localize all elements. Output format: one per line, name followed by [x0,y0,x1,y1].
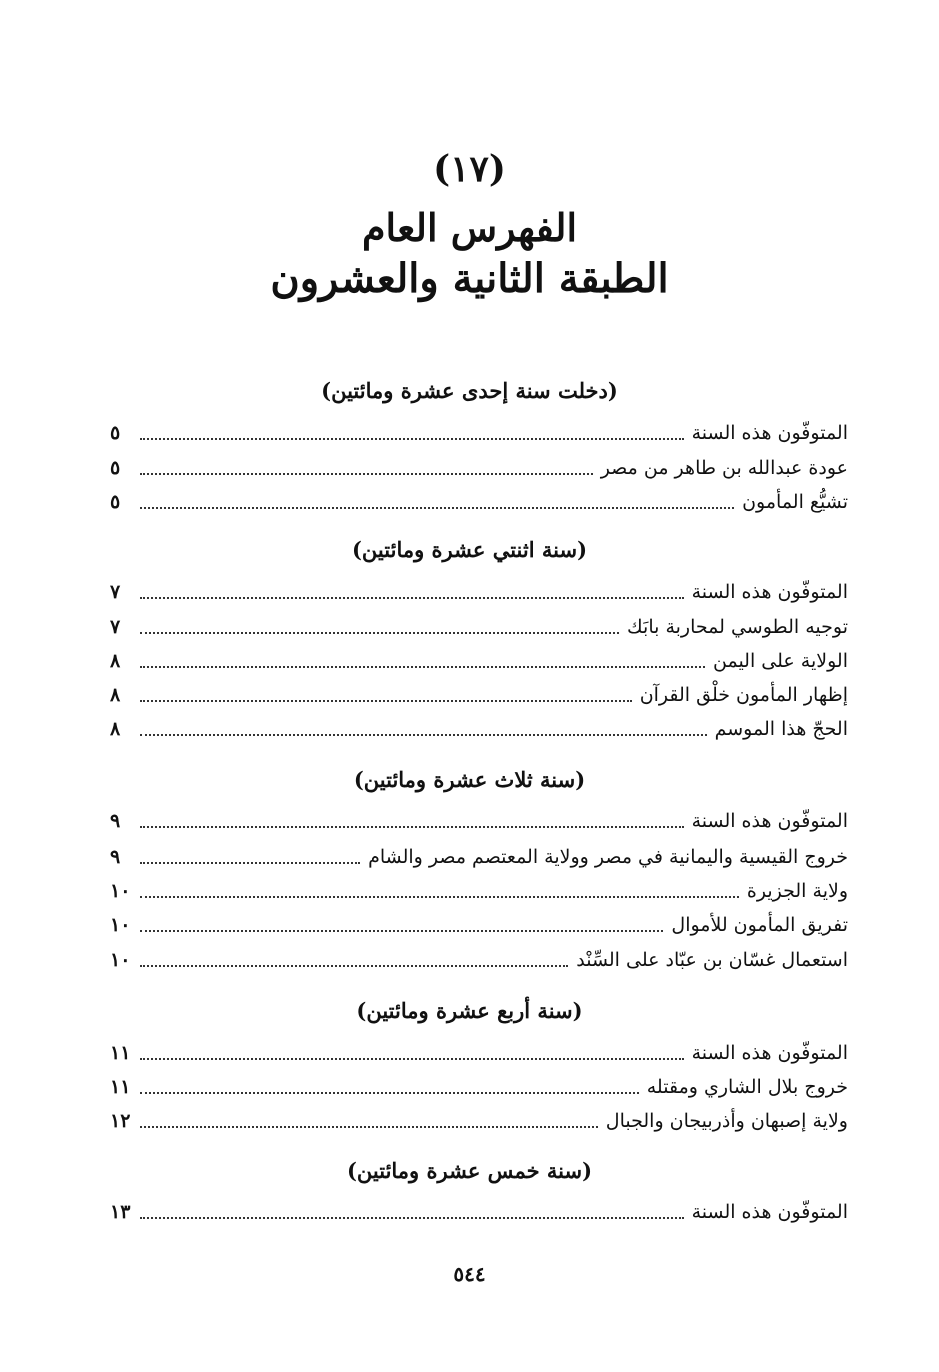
toc-entry [110,646,848,674]
index-subtitle: الطبقة الثانية والعشرون [270,255,669,302]
toc-entry [110,418,848,446]
entry-text: تفريق المأمون للأموال [671,914,848,936]
entry-text: خروج القيسية واليمانية في مصر وولاية المعتصم مصر والشام [368,846,848,868]
dot-leader [140,1092,639,1094]
section-title-215: (سنة خمس عشرة ومائتين) [346,1158,593,1183]
entry-text: عودة عبدالله بن طاهر من مصر [600,457,848,479]
entry-text: إظهار المأمون خلْق القرآن [639,684,848,706]
toc-entry [110,1038,848,1066]
dot-leader [140,1126,598,1128]
dot-leader [140,666,705,668]
entry-page: ٩ [110,846,121,868]
dot-leader [140,930,663,932]
entry-text: المتوفّون هذه السنة [691,1042,848,1064]
entry-page: ٨ [110,650,121,672]
dot-leader [140,700,632,702]
dot-leader [140,597,684,599]
dot-leader [140,734,707,736]
toc-entry [110,1197,848,1225]
toc-entry [110,487,848,515]
toc-entry [110,577,848,605]
entry-page: ١١ [110,1042,131,1064]
entry-page: ١٢ [110,1110,131,1132]
entry-page: ١١ [110,1076,131,1098]
entry-text: الحجّ هذا الموسم [714,718,848,740]
toc-entry [110,876,848,904]
dot-leader [140,1058,684,1060]
entry-page: ١٠ [110,914,131,936]
entry-text: المتوفّون هذه السنة [691,422,848,444]
toc-entry [110,612,848,640]
entry-text: تشيُّع المأمون [742,491,848,513]
toc-entry [110,806,848,834]
dot-leader [140,896,739,898]
section-title-214: (سنة أربع عشرة ومائتين) [356,998,583,1023]
entry-page: ٧ [110,616,121,638]
entry-text: الولاية على اليمن [713,650,848,672]
index-number: (١٧) [433,148,506,190]
dot-leader [140,438,684,440]
entry-text: ولاية الجزيرة [746,880,848,902]
toc-entry [110,714,848,742]
entry-text: المتوفّون هذه السنة [691,810,848,832]
dot-leader [140,632,619,634]
toc-entry [110,1072,848,1100]
entry-text: خروج بلال الشاري ومقتله [646,1076,848,1098]
section-title-211: (دخلت سنة إحدى عشرة ومائتين) [321,378,618,403]
toc-entry [110,910,848,938]
entry-text: المتوفّون هذه السنة [691,581,848,603]
entry-page: ٨ [110,684,121,706]
dot-leader [140,507,734,509]
entry-text: توجيه الطوسي لمحاربة بابَك [627,616,848,638]
entry-page: ٥ [110,491,121,513]
dot-leader [140,1217,684,1219]
entry-page: ١٠ [110,880,131,902]
entry-page: ٥ [110,422,121,444]
entry-page: ٥ [110,457,121,479]
entry-page: ٨ [110,718,121,740]
toc-entry [110,453,848,481]
toc-entry [110,1106,848,1134]
entry-page: ١٣ [110,1201,131,1223]
index-title: الفهرس العام [361,205,578,250]
toc-entry [110,842,848,870]
entry-text: استعمال غسّان بن عبّاد على السِّنْد [576,949,848,971]
dot-leader [140,826,684,828]
section-title-213: (سنة ثلاث عشرة ومائتين) [353,767,586,792]
entry-page: ٩ [110,810,121,832]
dot-leader [140,862,360,864]
entry-text: المتوفّون هذه السنة [691,1201,848,1223]
toc-entry [110,945,848,973]
page-number: ٥٤٤ [453,1262,486,1286]
entry-page: ٧ [110,581,121,603]
section-title-212: (سنة اثنتي عشرة ومائتين) [352,537,587,562]
dot-leader [140,965,568,967]
toc-entry [110,680,848,708]
entry-page: ١٠ [110,949,131,971]
entry-text: ولاية إصبهان وأذربيجان والجبال [605,1110,848,1132]
dot-leader [140,473,593,475]
